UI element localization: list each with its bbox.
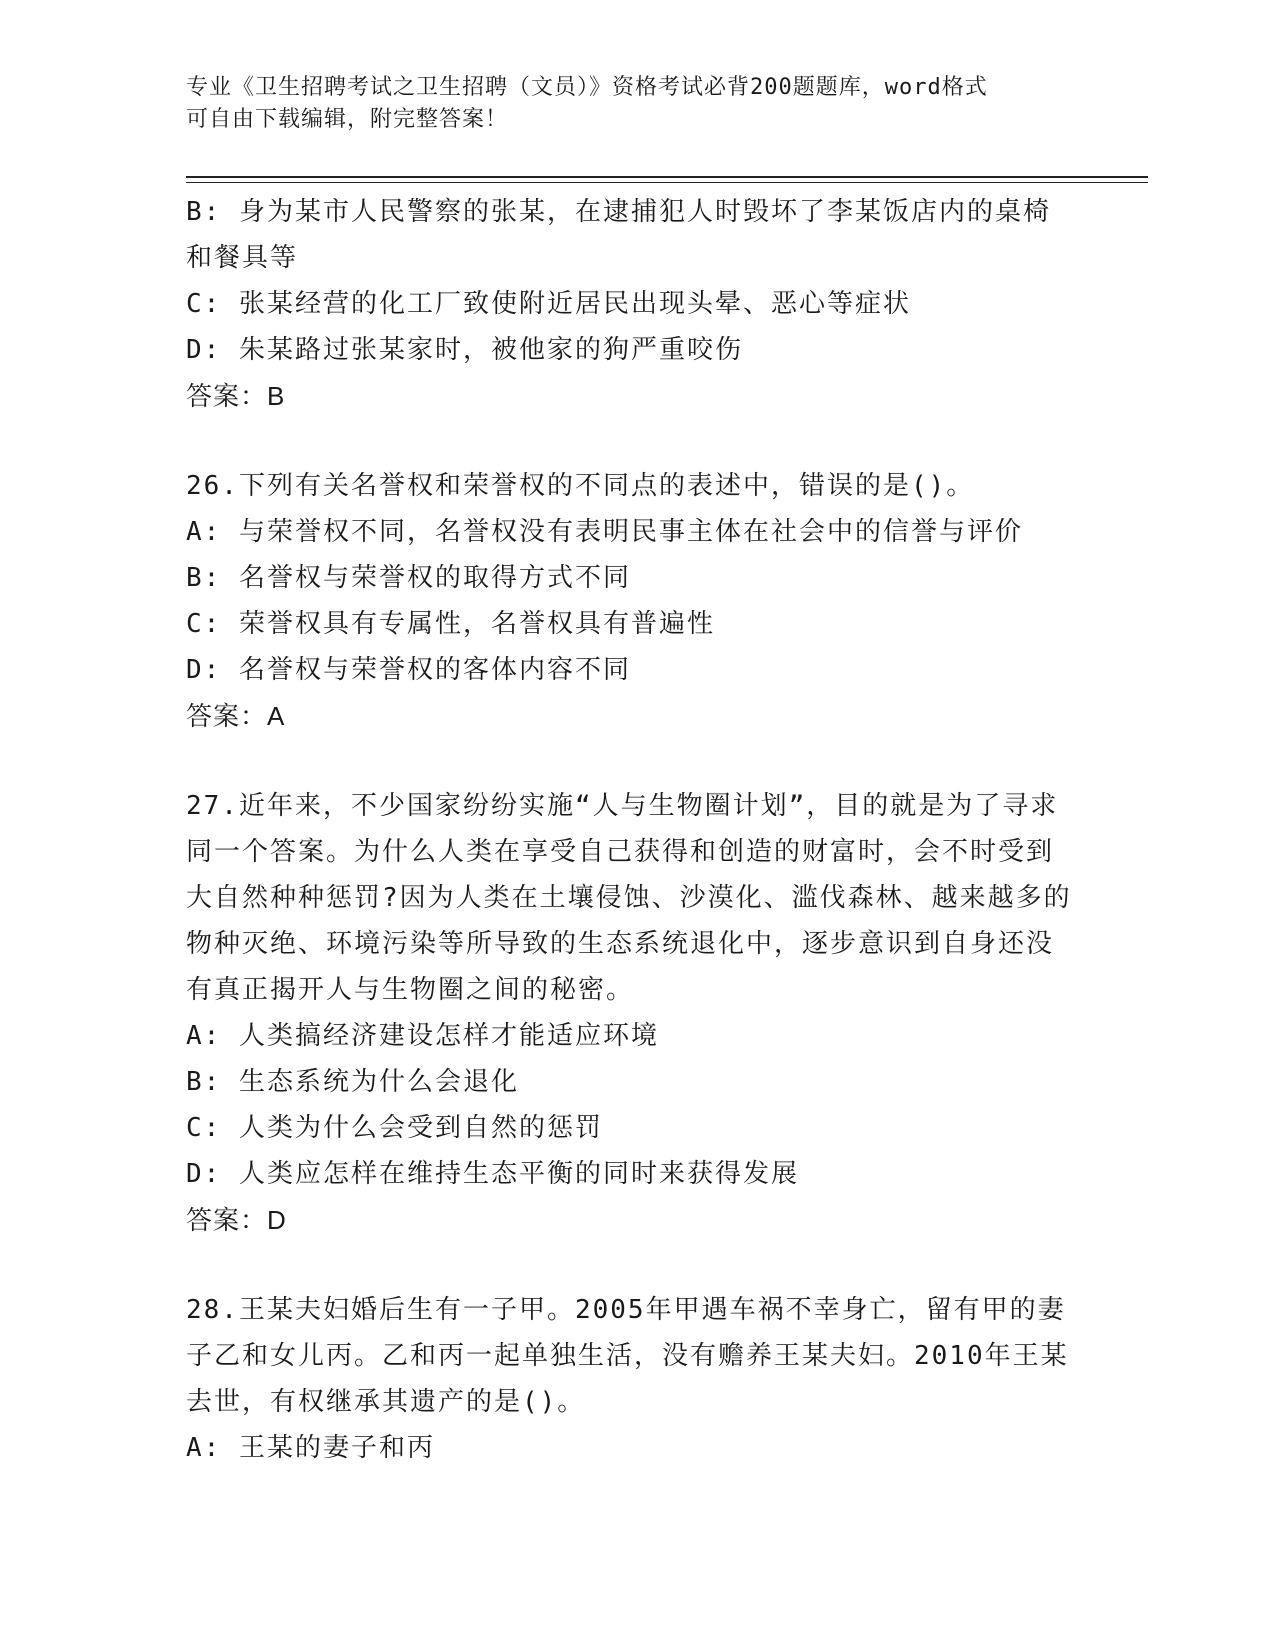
header-title-line-1: 专业《卫生招聘考试之卫生招聘（文员）》资格考试必背200题题库，word格式 <box>186 75 988 100</box>
question-27-stem: 27.近年来，不少国家纷纷实施“人与生物圈计划”，目的就是为了寻求同一个答案。为什么人类在享受自己获得和创造的财富时，会不时受到大自然种种惩罚?因为人类在土壤侵蚀、沙漠化、滥伐森林、越来越多的物种灭绝、环境污染等所导致的生态系统退化中，逐步意识到自身还没有真正揭开人与生物圈之间的秘密。 <box>186 791 1072 1005</box>
question-26-option-b: B: 名誉权与荣誉权的取得方式不同 <box>186 563 631 593</box>
question-27-answer: 答案：D <box>186 1205 287 1235</box>
header-divider-thick <box>186 176 1148 178</box>
question-27-option-b: B: 生态系统为什么会退化 <box>186 1067 519 1097</box>
header-title-line-2: 可自由下载编辑，附完整答案！ <box>186 107 509 132</box>
question-26-option-d: D: 名誉权与荣誉权的客体内容不同 <box>186 655 631 685</box>
question-26-answer: 答案：A <box>186 701 286 731</box>
question-25-option-b: B: 身为某市人民警察的张某，在逮捕犯人时毁坏了李某饭店内的桌椅和餐具等 <box>186 197 1051 273</box>
question-list <box>186 189 1076 1471</box>
question-27-option-c: C: 人类为什么会受到自然的惩罚 <box>186 1113 603 1143</box>
page-header <box>186 72 1086 136</box>
question-27 <box>186 783 1076 1243</box>
question-25-option-c: C: 张某经营的化工厂致使附近居民出现头晕、恶心等症状 <box>186 289 911 319</box>
question-28-stem: 28.王某夫妇婚后生有一子甲。2005年甲遇车祸不幸身亡，留有甲的妻子乙和女儿丙。乙和丙一起单独生活，没有赡养王某夫妇。2010年王某去世，有权继承其遗产的是()。 <box>186 1295 1069 1417</box>
question-25-answer: 答案：B <box>186 381 286 411</box>
question-27-option-d: D: 人类应怎样在维持生态平衡的同时来获得发展 <box>186 1159 799 1189</box>
question-25 <box>186 189 1076 419</box>
question-26 <box>186 463 1076 739</box>
question-26-stem: 26.下列有关名誉权和荣誉权的不同点的表述中，错误的是()。 <box>186 471 975 501</box>
header-divider-thin <box>186 182 1148 183</box>
question-28-option-a: A: 王某的妻子和丙 <box>186 1433 435 1463</box>
question-26-option-a: A: 与荣誉权不同，名誉权没有表明民事主体在社会中的信誉与评价 <box>186 517 1023 547</box>
question-25-option-d: D: 朱某路过张某家时，被他家的狗严重咬伤 <box>186 335 743 365</box>
question-26-option-c: C: 荣誉权具有专属性，名誉权具有普遍性 <box>186 609 715 639</box>
question-28 <box>186 1287 1076 1471</box>
question-27-option-a: A: 人类搞经济建设怎样才能适应环境 <box>186 1021 659 1051</box>
